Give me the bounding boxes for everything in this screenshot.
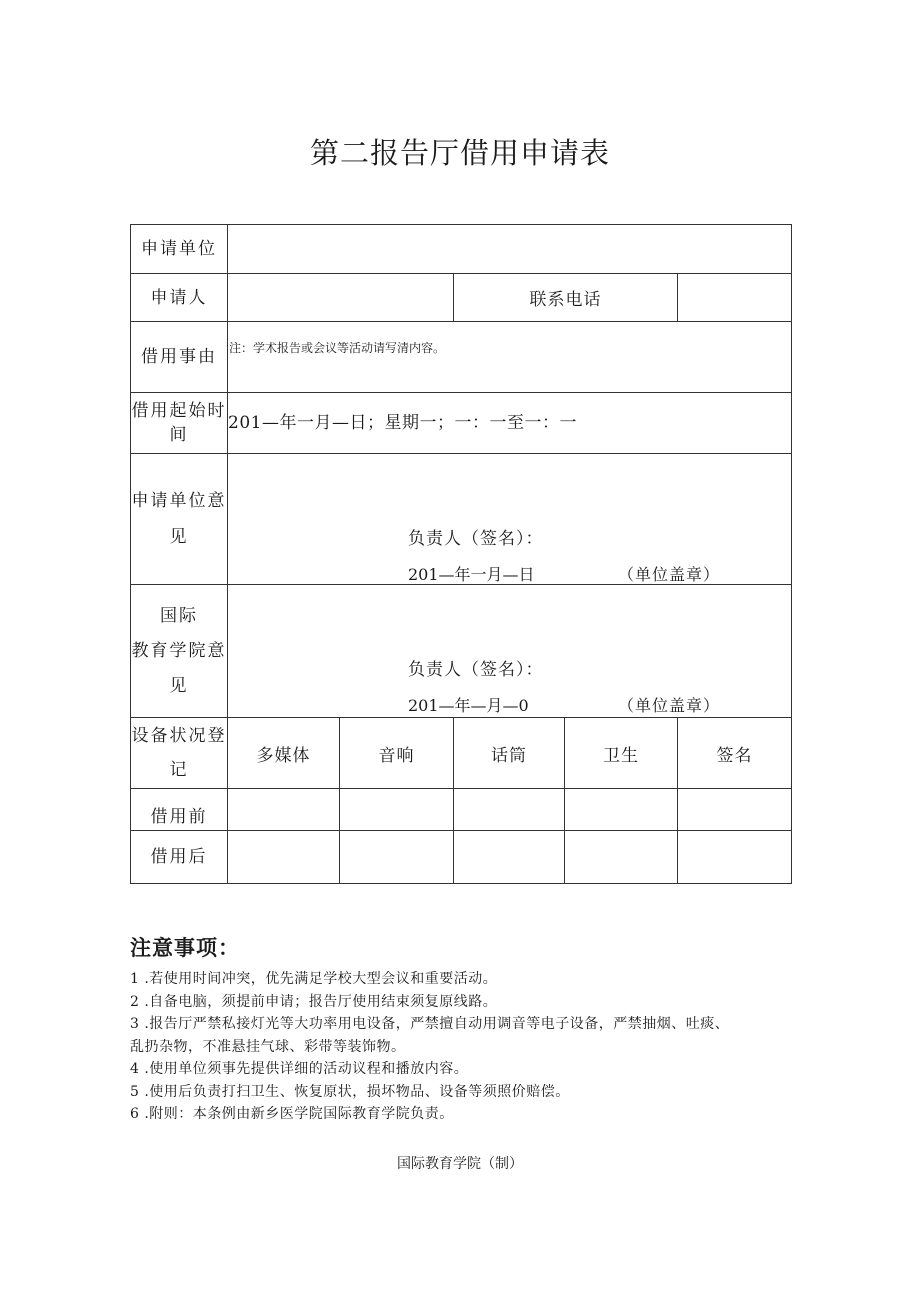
applicant-unit-field[interactable] <box>228 225 792 274</box>
notice-item: 乱扔杂物，不准悬挂气球、彩带等装饰物。 <box>130 1038 406 1055</box>
phone-field[interactable] <box>678 274 792 322</box>
applicant-unit-label: 申请单位 <box>131 225 228 274</box>
school-date: 201—年—月—0 <box>408 696 529 715</box>
time-label: 借用起始时 间 <box>131 393 228 454</box>
school-opinion-field[interactable] <box>228 585 792 718</box>
school-signer: 负责人（签名）： <box>408 660 544 680</box>
after-cell[interactable] <box>678 831 792 884</box>
notices-section <box>130 932 810 1126</box>
time-field[interactable]: 201—年一月—日；星期一；一：一至一：一 <box>228 393 792 454</box>
equip-header-microphone: 话筒 <box>454 718 565 789</box>
phone-label: 联系电话 <box>454 274 678 322</box>
notice-item: 6 .附则：本条例由新乡医学院国际教育学院负责。 <box>130 1106 454 1122</box>
before-cell[interactable] <box>565 789 678 831</box>
before-cell[interactable] <box>454 789 565 831</box>
unit-seal: （单位盖章） <box>618 565 721 584</box>
equip-header-signature: 签名 <box>678 718 792 789</box>
school-opinion-label: 国际 教育学院意 见 <box>131 585 228 718</box>
after-cell[interactable] <box>565 831 678 884</box>
reason-field[interactable] <box>228 322 792 393</box>
before-label: 借用前 <box>131 789 228 831</box>
notice-item: 3 .报告厅严禁私接灯光等大功率用电设备，严禁擅自动用调音等电子设备，严禁抽烟、吐痰、 <box>130 1016 730 1032</box>
unit-opinion-label: 申请单位意 见 <box>131 454 228 585</box>
page-title: 第二报告厅借用申请表 <box>309 136 610 170</box>
notices-heading: 注意事项： <box>130 936 240 960</box>
reason-note: 注：学术报告或会议等活动请写清内容。 <box>229 341 446 355</box>
footer-issuer: 国际教育学院（制） <box>397 1156 523 1172</box>
notice-item: 5 .使用后负责打扫卫生、恢复原状，损坏物品、设备等须照价赔偿。 <box>130 1083 570 1100</box>
unit-opinion-field[interactable] <box>228 454 792 585</box>
after-cell[interactable] <box>454 831 565 884</box>
unit-date: 201—年一月—日 <box>408 565 535 584</box>
school-seal: （单位盖章） <box>618 696 721 715</box>
equip-header-multimedia: 多媒体 <box>228 718 340 789</box>
equip-header-audio: 音响 <box>340 718 454 789</box>
before-cell[interactable] <box>340 789 454 831</box>
after-cell[interactable] <box>228 831 340 884</box>
equip-header-hygiene: 卫生 <box>565 718 678 789</box>
reason-label: 借用事由 <box>131 322 228 393</box>
application-form <box>130 224 792 884</box>
before-cell[interactable] <box>678 789 792 831</box>
before-cell[interactable] <box>228 789 340 831</box>
notice-item: 4 .使用单位须事先提供详细的活动议程和播放内容。 <box>130 1061 469 1077</box>
applicant-label: 申请人 <box>131 274 228 322</box>
after-cell[interactable] <box>340 831 454 884</box>
applicant-field[interactable] <box>228 274 454 322</box>
notice-item: 1 .若使用时间冲突，优先满足学校大型会议和重要活动。 <box>130 971 498 987</box>
after-label: 借用后 <box>131 831 228 884</box>
unit-signer: 负责人（签名）： <box>408 529 544 549</box>
notice-item: 2 .自备电脑，须提前申请；报告厅使用结束须复原线路。 <box>130 993 498 1010</box>
equip-label: 设备状况登 记 <box>131 718 228 789</box>
